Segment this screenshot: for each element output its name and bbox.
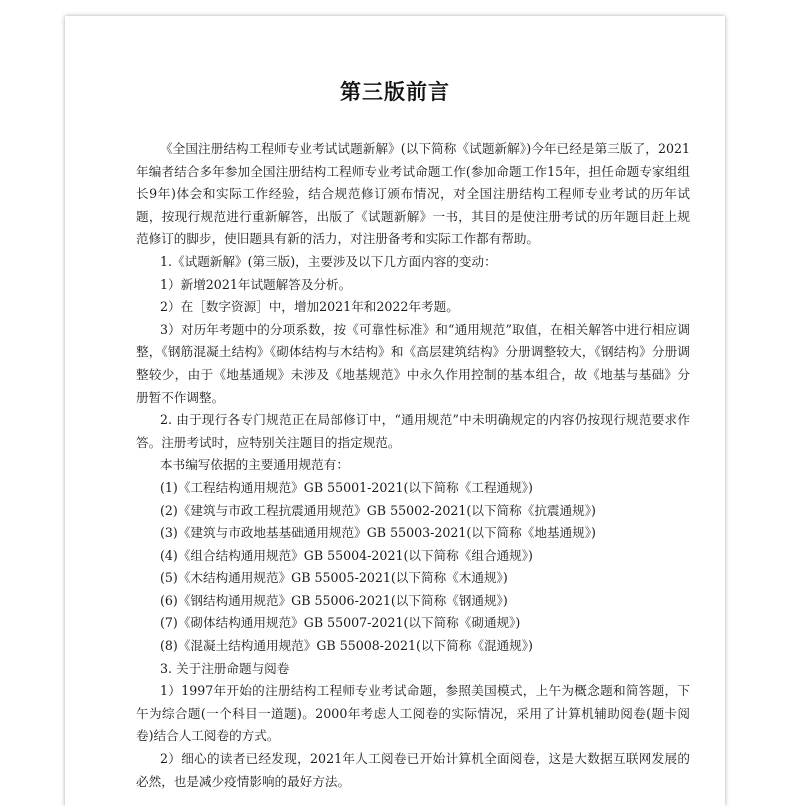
section-1-item-3: 3）对历年考题中的分项系数，按《可靠性标准》和“通用规范”取值，在相关解答中进行相应调整，《钢筋混凝土结构》《砌体结构与木结构》和《高层建筑结构》分册调整较大，《钢结构》分册调整较少，由于《地基通规》未涉及《地基规范》中永久作用控制的基本组合，故《地基与基础》分册暂不作调整。 bbox=[136, 321, 690, 405]
code-item: (8)《混凝土结构通用规范》GB 55008-2021(以下简称《混通规》) bbox=[160, 638, 533, 654]
section-3-item-1: 1）1997年开始的注册结构工程师专业考试命题，参照美国模式，上午为概念题和简答题，下午为综合题(一个科目一道题)。2000年考虑人工阅卷的实际情况，采用了计算机辅助阅卷(题卡阅卷)结合人工阅卷的方式。 bbox=[136, 683, 690, 744]
codes-heading: 本书编写依据的主要通用规范有： bbox=[160, 457, 349, 473]
document-body bbox=[136, 138, 690, 793]
page-title: 第三版前言 bbox=[340, 79, 450, 104]
section-1-heading: 1.《试题新解》(第三版)，主要涉及以下几方面内容的变动： bbox=[160, 253, 497, 269]
code-item: (2)《建筑与市政工程抗震通用规范》GB 55002-2021(以下简称《抗震通规》) bbox=[160, 502, 596, 518]
code-item: (1)《工程结构通用规范》GB 55001-2021(以下简称《工程通规》) bbox=[160, 479, 533, 495]
section-1-item-1: 1）新增2021年试题解答及分析。 bbox=[160, 276, 352, 292]
code-item: (5)《木结构通用规范》GB 55005-2021(以下简称《木通规》) bbox=[160, 570, 508, 586]
code-item: (3)《建筑与市政地基基础通用规范》GB 55003-2021(以下简称《地基通规》) bbox=[160, 525, 596, 541]
intro-paragraph: 《全国注册结构工程师专业考试试题新解》(以下简称《试题新解》)今年已经是第三版了，2021年编者结合多年参加全国注册结构工程师专业考试命题工作(参加命题工作15年，担任命题专家组组长9年)体会和实际工作经验，结合规范修订颁布情况，对全国注册结构工程师专业考试的历年试题，按现行规范进行重新解答，出版了《试题新解》一书，其目的是使注册考试的历年题目赶上规范修订的脚步，使旧题具有新的活力，对注册备考和实际工作都有帮助。 bbox=[136, 141, 690, 247]
section-3-heading: 3. 关于注册命题与阅卷 bbox=[160, 660, 290, 676]
code-item: (4)《组合结构通用规范》GB 55004-2021(以下简称《组合通规》) bbox=[160, 547, 533, 563]
section-2-paragraph: 2. 由于现行各专门规范正在局部修订中，“通用规范”中未明确规定的内容仍按现行规范要求作答。注册考试时，应特别关注题目的指定规范。 bbox=[136, 412, 690, 450]
document-page bbox=[65, 16, 725, 806]
code-item: (6)《钢结构通用规范》GB 55006-2021(以下简称《钢通规》) bbox=[160, 592, 508, 608]
code-item: (7)《砌体结构通用规范》GB 55007-2021(以下简称《砌通规》) bbox=[160, 615, 521, 631]
section-3-item-2: 2）细心的读者已经发现，2021年人工阅卷已开始计算机全面阅卷，这是大数据互联网发展的必然，也是减少疫情影响的最好方法。 bbox=[136, 751, 690, 789]
section-1-item-2: 2）在［数字资源］中，增加2021年和2022年考题。 bbox=[160, 299, 459, 315]
